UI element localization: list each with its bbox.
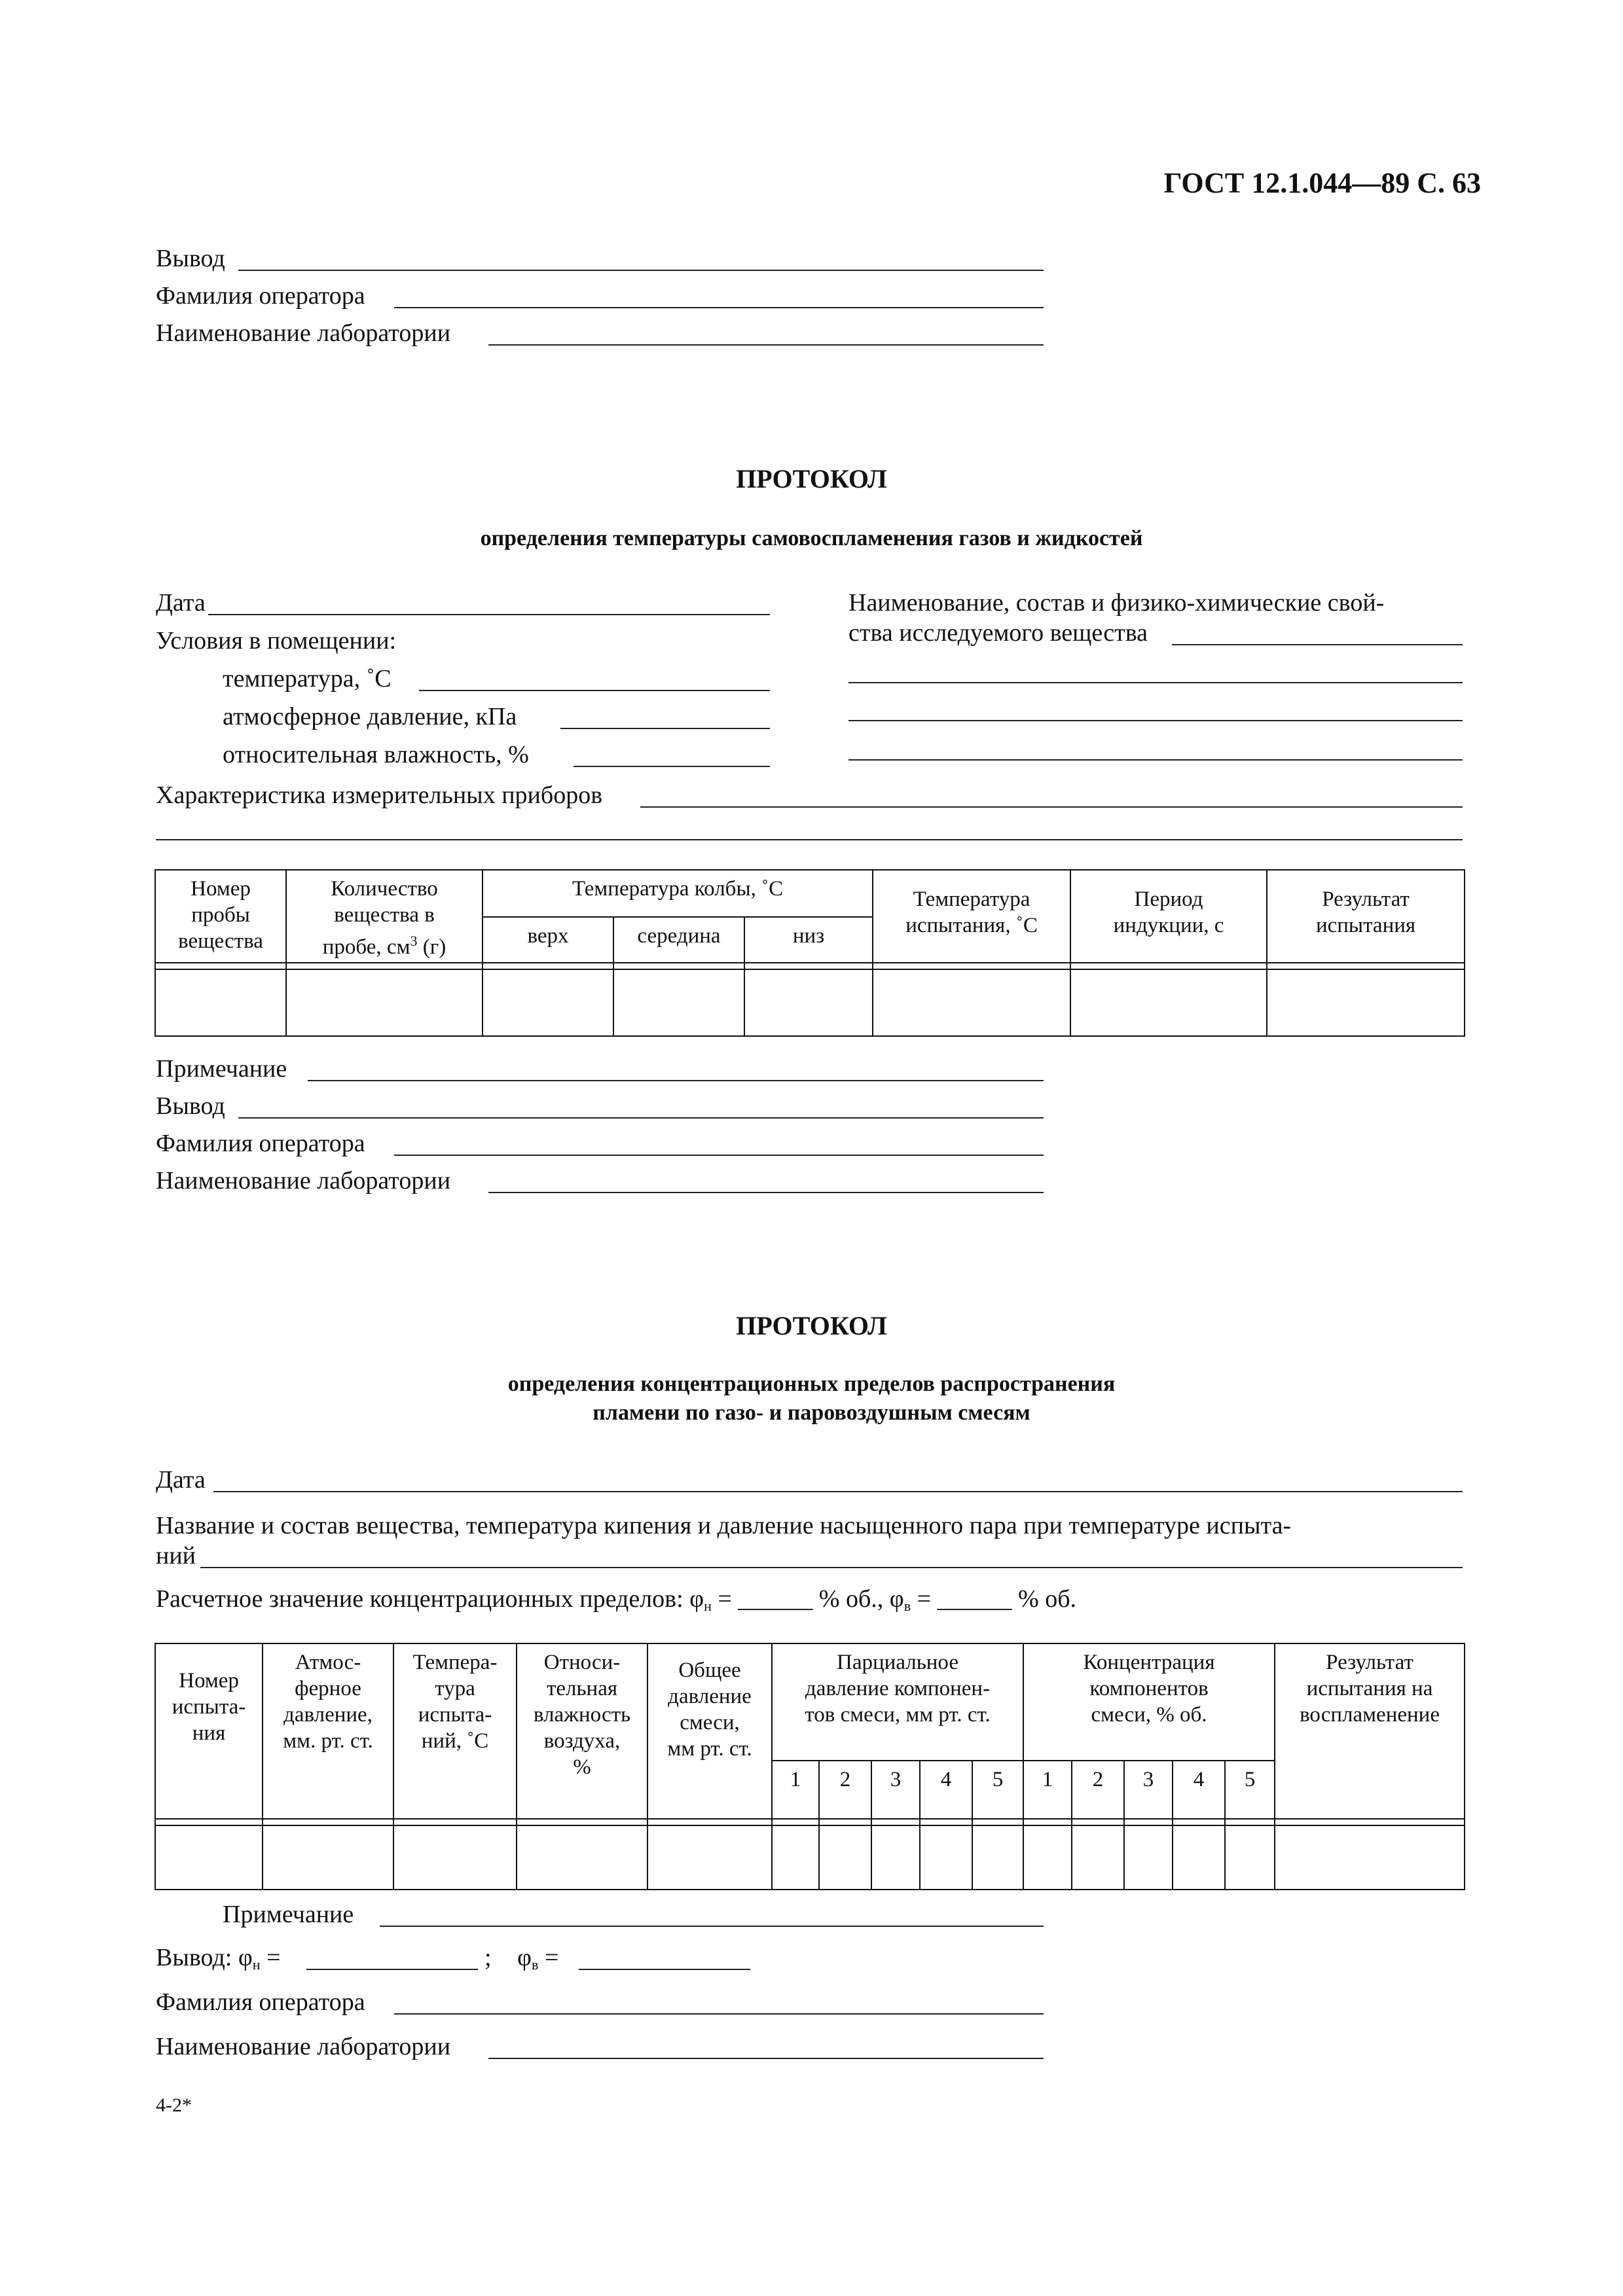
p2-substance-label-1: Название и состав вещества, температура кипения и давление насыщенного пара при температуре испыта- — [156, 1512, 1292, 1539]
protocol2-subtitle-2: пламени по газо- и паровоздушным смесям — [593, 1401, 1030, 1425]
p1-lab-label: Наименование лаборатории — [156, 1167, 451, 1194]
p1-cell[interactable] — [1267, 969, 1465, 1036]
p2-col-humidity: Относи- тельная влажность воздуха, % — [517, 1643, 647, 1819]
protocol1-title: ПРОТОКОЛ — [736, 464, 887, 493]
p1-conclusion-label: Вывод — [156, 1092, 225, 1120]
p1-substance-line-3[interactable] — [848, 720, 1463, 721]
p1-col-sample-no: Номер пробы вещества — [155, 870, 286, 963]
p2-partial-1: 1 — [772, 1761, 819, 1819]
p1-cell[interactable] — [483, 969, 613, 1036]
p1-col-middle: середина — [613, 917, 744, 963]
p2-col-total-pressure: Общее давление смеси, мм рт. ст. — [647, 1643, 772, 1819]
p2-phi-n-line[interactable] — [306, 1969, 478, 1970]
operator-label: Фамилия оператора — [156, 282, 365, 310]
protocol2-title: ПРОТОКОЛ — [736, 1311, 887, 1340]
p1-note-line[interactable] — [308, 1080, 1044, 1081]
p1-col-top: верх — [483, 917, 613, 963]
p1-pressure-line[interactable] — [560, 728, 770, 729]
p1-date-label: Дата — [156, 589, 206, 617]
p1-cell[interactable] — [155, 969, 286, 1036]
p1-date-line[interactable] — [208, 614, 770, 615]
p2-partial-5: 5 — [972, 1761, 1023, 1819]
protocol2-subtitle-1: определения концентрационных пределов распространения — [507, 1372, 1116, 1396]
p2-conc-1: 1 — [1023, 1761, 1072, 1819]
p2-lab-label: Наименование лаборатории — [156, 2033, 451, 2060]
lab-line[interactable] — [488, 344, 1044, 346]
p1-cell[interactable] — [613, 969, 744, 1036]
p2-partial-3: 3 — [871, 1761, 920, 1819]
p2-cell[interactable] — [1225, 1825, 1275, 1890]
p1-substance-line-1[interactable] — [1172, 644, 1463, 645]
p2-calc-label: Расчетное значение концентрационных пределов: $\varphi_н$ = ______ % об., $\varphi_в$ = ______ % об. — [156, 1585, 1077, 1614]
conclusion-line[interactable] — [238, 270, 1044, 271]
protocol1-subtitle: определения температуры самовоспламенения газов и жидкостей — [480, 526, 1143, 550]
p1-pressure-label: атмосферное давление, кПа — [223, 703, 517, 730]
p1-data-row — [155, 969, 1465, 1036]
p2-conc-5: 5 — [1225, 1761, 1275, 1819]
p2-lab-line[interactable] — [488, 2058, 1044, 2059]
p2-cell[interactable] — [647, 1825, 772, 1890]
p2-conclusion-label: Вывод: $\varphi_н$ = — [156, 1944, 281, 1973]
p2-partial-2: 2 — [819, 1761, 871, 1819]
p2-note-line[interactable] — [380, 1926, 1044, 1927]
p2-cell[interactable] — [871, 1825, 920, 1890]
p1-lab-line[interactable] — [488, 1192, 1044, 1193]
operator-line[interactable] — [394, 307, 1044, 308]
p2-conc-4: 4 — [1173, 1761, 1225, 1819]
p2-cell[interactable] — [1023, 1825, 1072, 1890]
p2-col-result: Результат испытания на воспламенение — [1275, 1643, 1465, 1819]
p1-instruments-line-2[interactable] — [156, 839, 1463, 840]
p2-date-label: Дата — [156, 1466, 206, 1494]
p1-cell[interactable] — [1070, 969, 1267, 1036]
p1-operator-line[interactable] — [394, 1155, 1044, 1156]
p1-instruments-label: Характеристика измерительных приборов — [156, 781, 603, 809]
p2-operator-label: Фамилия оператора — [156, 1988, 365, 2016]
p2-col-test-no: Номер испыта- ния — [155, 1643, 263, 1819]
p2-conc-3: 3 — [1124, 1761, 1173, 1819]
p2-col-partial-pressure: Парциальное давление компонен- тов смеси, мм рт. ст. — [772, 1643, 1023, 1761]
p2-phi-v-line[interactable] — [579, 1969, 750, 1970]
p2-cell[interactable] — [1275, 1825, 1465, 1890]
p2-cell[interactable] — [1124, 1825, 1173, 1890]
p2-cell[interactable] — [920, 1825, 972, 1890]
p1-conditions-label: Условия в помещении: — [156, 627, 397, 655]
p1-col-quantity: Количество вещества в пробе, $см^3$ (г) — [286, 870, 483, 963]
p1-conclusion-line[interactable] — [238, 1117, 1044, 1119]
lab-label: Наименование лаборатории — [156, 319, 451, 347]
p2-semicolon: ; — [484, 1944, 492, 1971]
p2-cell[interactable] — [819, 1825, 871, 1890]
p1-col-induction: Период индукции, с — [1070, 870, 1267, 963]
p1-col-flask-temp: Температура колбы, ˚С — [483, 870, 873, 917]
p2-phi-v-label: $\varphi_в$ = — [517, 1944, 559, 1973]
p2-cell[interactable] — [517, 1825, 647, 1890]
p1-humidity-line[interactable] — [574, 766, 770, 767]
p1-results-table — [155, 869, 1465, 1037]
p1-col-bottom: низ — [744, 917, 873, 963]
p2-cell[interactable] — [1173, 1825, 1225, 1890]
p1-substance-label-2: ства исследуемого вещества — [848, 619, 1148, 647]
p2-col-concentration: Концентрация компонентов смеси, % об. — [1023, 1643, 1275, 1761]
p1-substance-label-1: Наименование, состав и физико-химические свой- — [848, 589, 1385, 617]
p2-operator-line[interactable] — [394, 2013, 1044, 2015]
p2-conc-2: 2 — [1072, 1761, 1124, 1819]
p2-note-label: Примечание — [223, 1901, 354, 1928]
p1-col-result: Результат испытания — [1267, 870, 1465, 963]
p2-cell[interactable] — [772, 1825, 819, 1890]
p1-temperature-line[interactable] — [419, 690, 770, 691]
p2-cell[interactable] — [1072, 1825, 1124, 1890]
p2-results-table — [155, 1643, 1465, 1890]
p1-humidity-label: относительная влажность, % — [223, 741, 529, 768]
p2-date-line[interactable] — [213, 1491, 1463, 1492]
p1-cell[interactable] — [744, 969, 873, 1036]
p2-substance-line[interactable] — [200, 1567, 1463, 1568]
p1-instruments-line-1[interactable] — [640, 806, 1463, 808]
p2-cell[interactable] — [393, 1825, 517, 1890]
p1-note-label: Примечание — [156, 1055, 287, 1083]
p2-cell[interactable] — [155, 1825, 263, 1890]
page-mark: 4-2* — [156, 2094, 192, 2116]
p2-col-atm: Атмос- ферное давление, мм. рт. ст. — [263, 1643, 393, 1819]
p1-col-test-temp: Температура испытания, ˚С — [873, 870, 1070, 963]
p2-cell[interactable] — [972, 1825, 1023, 1890]
p1-substance-line-4[interactable] — [848, 759, 1463, 761]
p2-partial-4: 4 — [920, 1761, 972, 1819]
conclusion-label: Вывод — [156, 245, 225, 272]
p2-substance-label-2: ний — [156, 1542, 196, 1570]
p1-temperature-label: температура, ˚С — [223, 665, 392, 692]
p1-cell[interactable] — [873, 969, 1070, 1036]
p1-operator-label: Фамилия оператора — [156, 1130, 365, 1157]
p1-substance-line-2[interactable] — [848, 682, 1463, 683]
page-header: ГОСТ 12.1.044—89 С. 63 — [1163, 167, 1481, 199]
p1-cell[interactable] — [286, 969, 483, 1036]
p2-data-row — [155, 1825, 1465, 1890]
p2-col-temp: Темпера- тура испыта- ний, ˚С — [393, 1643, 517, 1819]
p2-cell[interactable] — [263, 1825, 393, 1890]
